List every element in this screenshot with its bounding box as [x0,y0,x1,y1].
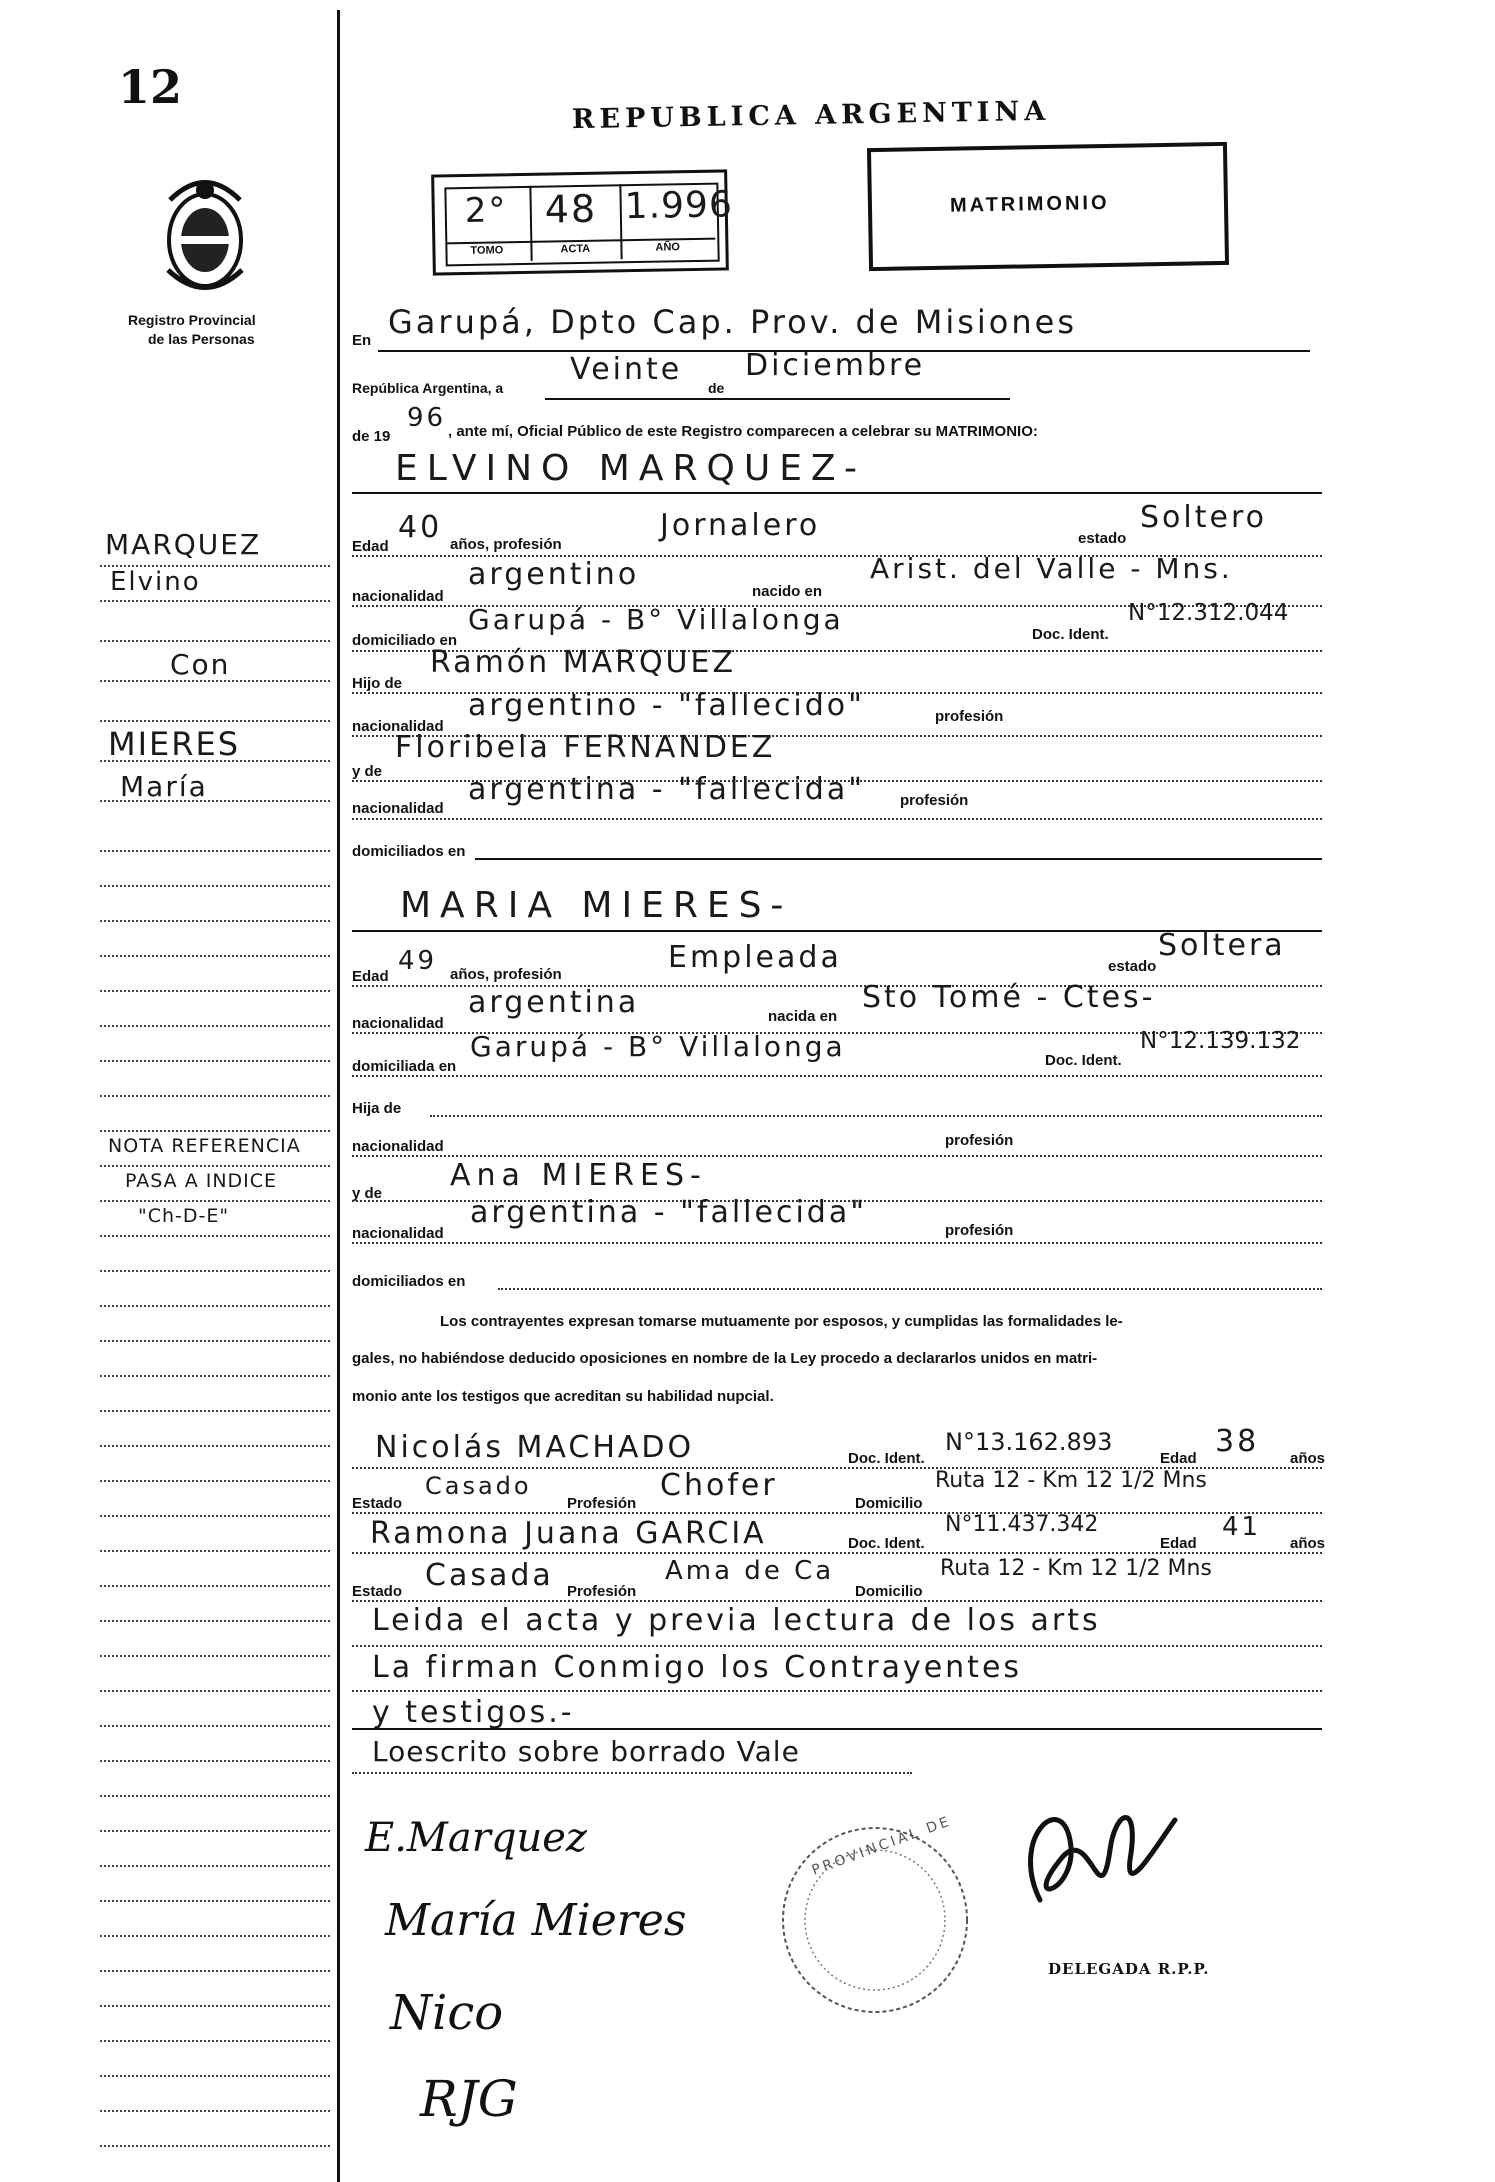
signature-witness-1: Nico [390,1985,504,2041]
bride-edad: 49 [398,946,438,976]
witness1-prof-label: Profesión [567,1495,637,1512]
acta-label: ACTA [560,242,591,256]
witness1-name: Nicolás MACHADO [375,1430,695,1465]
place-value: Garupá, Dpto Cap. Prov. de Misiones [388,303,1077,341]
date-mid: de [708,380,725,396]
date-day: Veinte [570,352,683,387]
witness1-profesion: Chofer [660,1468,778,1503]
bride-profesion: Empleada [668,940,842,975]
witness2-dom-label: Domicilio [855,1583,923,1600]
bride-estado: Soltera [1158,928,1286,963]
groom-prof-label: años, profesión [450,536,562,553]
witness1-doc-label: Doc. Ident. [848,1450,925,1467]
year-suffix: , ante mí, Oficial Público de este Registro comparecen a celebrar su MATRIMONIO: [448,423,1038,440]
witness1-domicilio: Ruta 12 - Km 12 1/2 Mns [935,1468,1207,1493]
margin-reference-3: "Ch-D-E" [138,1205,230,1227]
bride-prof-label: años, profesión [450,966,562,983]
groom-madre-prof-label: profesión [900,792,969,809]
bride-nac-madre-label: nacionalidad [352,1225,444,1242]
acta-value: 48 [544,186,598,232]
closing-line-3: y testigos.- [372,1695,575,1730]
groom-estado: Soltero [1140,500,1267,535]
bride-nacionalidad: argentina [468,985,640,1020]
groom-padre-prof-label: profesión [935,708,1004,725]
groom-profesion: Jornalero [660,508,821,543]
margin-note-con: Con [170,648,231,681]
registry-label-2: de las Personas [148,331,255,347]
groom-padre: Ramón MARQUEZ [430,645,737,680]
witness2-prof-label: Profesión [567,1583,637,1600]
witness2-edad-label: Edad [1160,1535,1197,1552]
groom-nacido-label: nacido en [752,583,823,600]
groom-domiciliados-label: domiciliados en [352,843,466,860]
bride-hija-label: Hija de [352,1100,402,1117]
groom-nacido: Arist. del Valle - Mns. [870,552,1233,585]
margin-rule [337,10,340,2182]
witness2-profesion: Ama de Ca [665,1556,835,1586]
ano-label: AÑO [655,241,681,254]
groom-name: ELVINO MARQUEZ- [395,448,866,489]
margin-note-name-bride: María [120,770,208,803]
act-type-box [867,142,1229,271]
date-prefix: República Argentina, a [352,380,504,396]
signature-witness-2: RJG [420,2070,518,2128]
witness2-doc: N°11.437.342 [945,1512,1099,1537]
declaration-line-1: Los contrayentes expresan tomarse mutuamente por esposos, y cumplidas las formalidades le- [440,1313,1123,1330]
groom-nacionalidad: argentino [468,557,640,592]
act-number-box [431,169,734,275]
groom-nac-madre-label: nacionalidad [352,800,444,817]
groom-nac-padre-label: nacionalidad [352,718,444,735]
signature-groom: E.Marquez [365,1815,587,1861]
bride-nac-padre-label: nacionalidad [352,1138,444,1155]
groom-domicilio: Garupá - B° Villalonga [468,603,844,636]
bride-madre-prof-label: profesión [945,1222,1014,1239]
closing-line-1: Leida el acta y previa lectura de los arts [372,1603,1101,1638]
witness2-name: Ramona Juana GARCIA [370,1516,767,1551]
margin-note-surname-bride: MIERES [108,725,241,763]
witness1-dom-label: Domicilio [855,1495,923,1512]
ano-value: 1.996 [624,184,734,228]
margin-note-surname-groom: MARQUEZ [105,528,262,561]
bride-yde-label: y de [352,1185,383,1202]
signature-bride: María Mieres [385,1895,687,1946]
margin-note-name-groom: Elvino [110,567,201,597]
witness1-edad-label: Edad [1160,1450,1197,1467]
official-title: DELEGADA R.P.P. [1048,1960,1210,1978]
year-value: 96 [407,403,447,433]
declaration-line-2: gales, no habiéndose deducido oposiciones en nombre de la Ley procedo a declararlos unidos en matri- [352,1350,1098,1367]
witness2-anos-label: años [1290,1535,1326,1552]
bride-nac-label: nacionalidad [352,1015,444,1032]
bride-domiciliados-label: domiciliados en [352,1273,466,1290]
margin-reference-1: NOTA REFERENCIA [108,1135,301,1157]
country-title: REPUBLICA ARGENTINA [571,95,1051,136]
groom-edad-label: Edad [352,538,389,555]
margin-reference-2: PASA A INDICE [125,1170,278,1192]
groom-doc: N°12.312.044 [1128,600,1289,626]
place-prefix: En [352,332,372,349]
bride-estado-label: estado [1108,958,1157,975]
groom-dom-label: domiciliado en [352,632,458,649]
seal-text: PROVINCIAL DE [809,1813,954,1879]
registry-label-1: Registro Provincial [128,312,256,328]
bride-name: MARIA MIERES- [400,885,793,926]
bride-dom-label: domiciliada en [352,1058,457,1075]
act-type: MATRIMONIO [949,191,1110,217]
groom-madre: Floribela FERNANDEZ [395,730,776,765]
groom-nac-label: nacionalidad [352,588,444,605]
date-month: Diciembre [745,348,926,383]
groom-hijo-label: Hijo de [352,675,403,692]
bride-padre-prof-label: profesión [945,1132,1014,1149]
witness2-domicilio: Ruta 12 - Km 12 1/2 Mns [940,1556,1212,1581]
official-signature-icon [1000,1780,1200,1940]
witness2-edad: 41 [1222,1512,1262,1542]
tomo-label: TOMO [470,244,504,257]
witness2-doc-label: Doc. Ident. [848,1535,925,1552]
witness1-estado: Casado [425,1472,532,1500]
bride-doc-label: Doc. Ident. [1045,1052,1122,1069]
coat-of-arms-icon [150,170,260,300]
closing-line-4: Loescrito sobre borrado Vale [372,1735,800,1768]
bride-nacida-label: nacida en [768,1008,838,1025]
groom-yde-label: y de [352,763,383,780]
groom-doc-label: Doc. Ident. [1032,626,1109,643]
groom-nac-madre: argentina - "fallecida" [468,772,866,807]
groom-edad: 40 [398,510,443,545]
witness1-estado-label: Estado [352,1495,403,1512]
witness1-edad: 38 [1215,1424,1260,1459]
witness2-estado-label: Estado [352,1583,403,1600]
bride-doc: N°12.139.132 [1140,1028,1301,1054]
witness1-anos-label: años [1290,1450,1326,1467]
groom-nac-padre: argentino - "fallecido" [468,688,865,723]
page-number: 12 [118,60,183,114]
bride-edad-label: Edad [352,968,389,985]
year-prefix: de 19 [352,428,391,445]
bride-madre: Ana MIERES- [450,1158,707,1193]
declaration-line-3: monio ante los testigos que acreditan su habilidad nupcial. [352,1388,774,1405]
witness1-doc: N°13.162.893 [945,1428,1113,1456]
tomo-value: 2° [464,190,508,232]
bride-domicilio: Garupá - B° Villalonga [470,1030,846,1063]
groom-estado-label: estado [1078,530,1127,547]
bride-nac-madre: argentina - "fallecida" [470,1195,868,1230]
witness2-estado: Casada [425,1558,554,1593]
closing-line-2: La firman Conmigo los Contrayentes [372,1650,1023,1685]
bride-nacida: Sto Tomé - Ctes- [862,980,1156,1015]
